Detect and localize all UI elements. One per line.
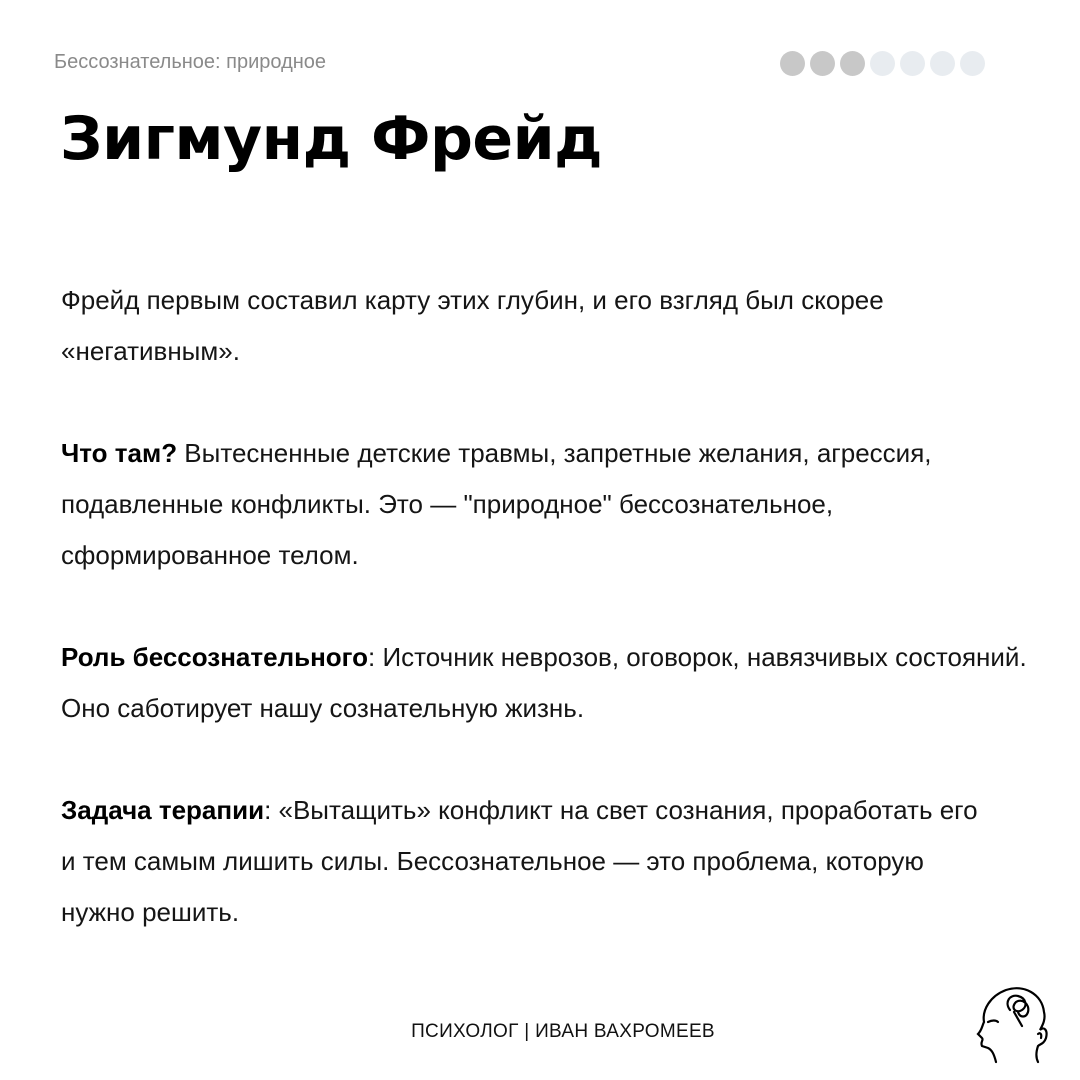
section-therapy	[61, 785, 991, 938]
progress-dot-6	[930, 51, 955, 76]
section-text: Вытесненные детские травмы, запретные желания, агрессия, подавленные конфликты. Это — "природное" бессознательное, сформированное телом.	[61, 438, 932, 570]
page-title: Зигмунд Фрейд	[60, 104, 603, 174]
author-footer: ПСИХОЛОГ | ИВАН ВАХРОМЕЕВ	[411, 1021, 715, 1042]
progress-dot-2	[810, 51, 835, 76]
section-label: Роль бессознательного	[61, 642, 369, 672]
section-text: : Источник неврозов, оговорок, навязчивых состояний. Оно саботирует нашу сознательную жизнь.	[61, 642, 1027, 723]
progress-dot-1	[780, 51, 805, 76]
topic-kicker: Бессознательное: природное	[54, 51, 327, 73]
section-label: Что там?	[61, 438, 178, 468]
progress-dot-5	[900, 51, 925, 76]
progress-dot-7	[960, 51, 985, 76]
slide-progress-dots	[780, 51, 985, 76]
section-label: Задача терапии	[61, 795, 265, 825]
section-role	[61, 632, 1051, 734]
progress-dot-3	[840, 51, 865, 76]
section-what	[61, 428, 961, 581]
intro-paragraph: Фрейд первым составил карту этих глубин, и его взгляд был скорее «негативным».	[61, 285, 884, 366]
progress-dot-4	[870, 51, 895, 76]
section-text: : «Вытащить» конфликт на свет сознания, проработать его и тем самым лишить силы. Бессознательное — это проблема, которую нужно решить.	[61, 795, 978, 927]
head-with-tangle-icon	[966, 982, 1056, 1067]
